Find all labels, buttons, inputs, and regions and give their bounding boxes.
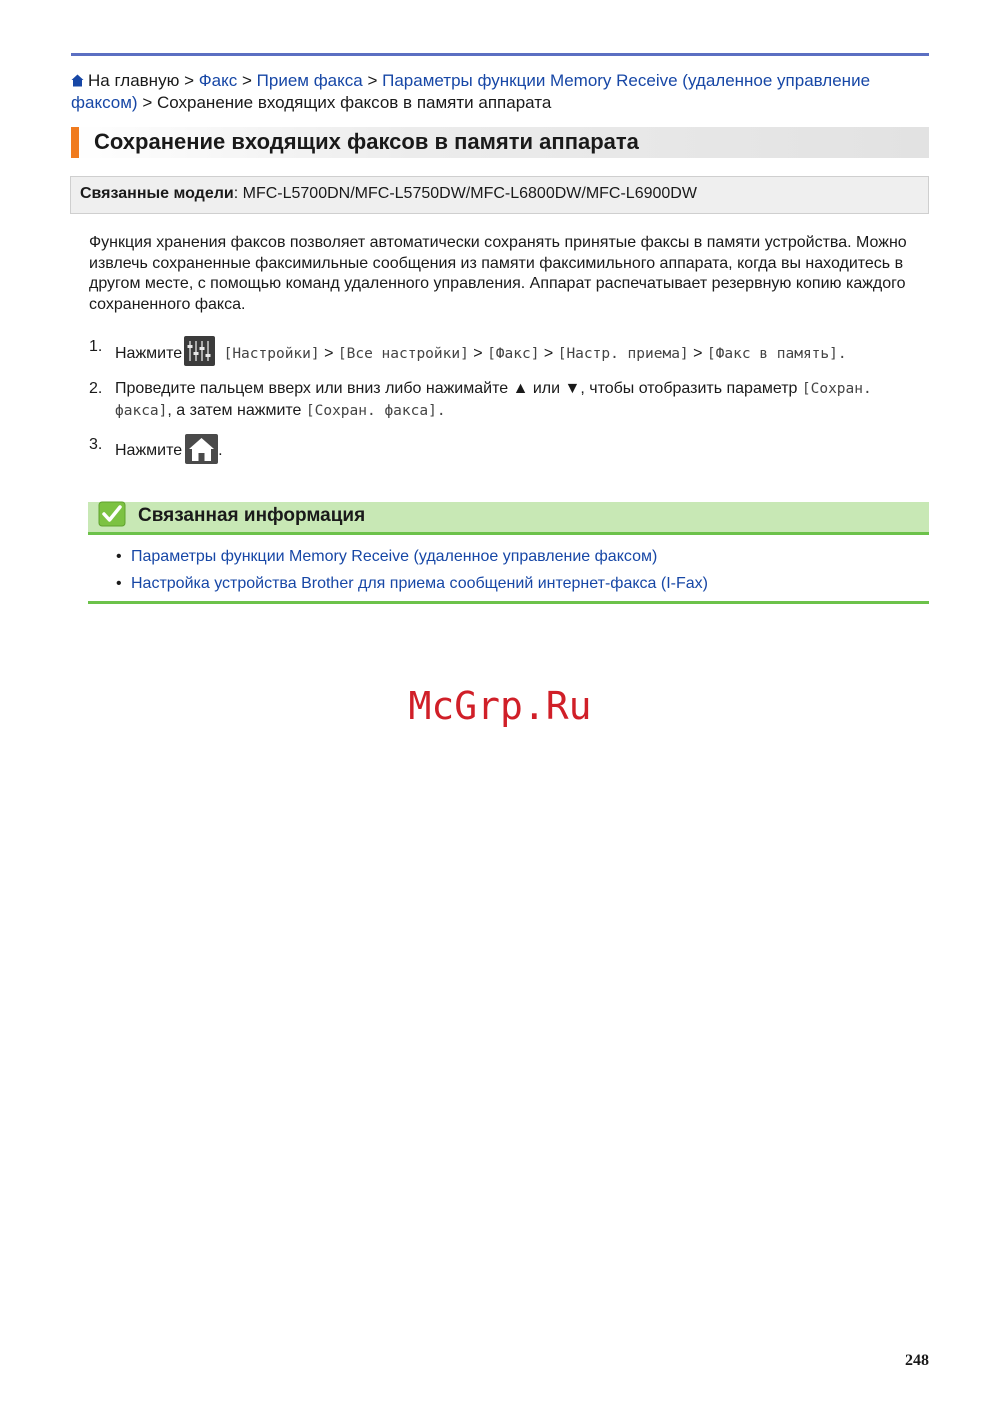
breadcrumb-separator: >	[184, 71, 194, 90]
breadcrumb-link-memory-receive[interactable]: Параметры функции Memory Receive (удаленное управление факсом)	[71, 71, 871, 112]
step-number: 3.	[89, 436, 103, 453]
intro-paragraph	[89, 233, 919, 315]
related-info-title: Связанная информация	[138, 505, 366, 526]
step-text-end: .	[218, 442, 223, 459]
breadcrumb-current: Сохранение входящих факсов в памяти аппарата	[156, 93, 552, 112]
home-button-icon	[185, 434, 218, 464]
step-text: Нажмите	[115, 442, 183, 459]
home-icon[interactable]	[71, 74, 84, 87]
list-item	[116, 570, 708, 597]
checkmark-icon	[98, 501, 126, 527]
top-rule	[71, 53, 929, 56]
step-number: 2.	[89, 380, 103, 397]
step-3	[89, 434, 919, 464]
page-title: Сохранение входящих факсов в памяти аппарата	[94, 129, 639, 154]
step-separator: >	[693, 345, 703, 362]
title-accent	[71, 127, 79, 158]
breadcrumb-home[interactable]: На главную	[88, 71, 180, 90]
title-bar	[71, 127, 929, 158]
intro-text: Функция хранения факсов позволяет автоматически сохранять принятые факсы в памяти устройства. Можно извлечь сохраненные факсимильные сообщения из памяти факсимильного аппарата, когда вы находитесь в другом месте, с помощью команд удаленного управления. Аппарат распечатывает резервную копию каждого сохраненного факса.	[89, 234, 907, 313]
option-fax-storage: [Сохран. факса]	[115, 381, 872, 419]
related-link-ifax-setup[interactable]: Настройка устройства Brother для приема сообщений интернет-факса (I-Fax)	[131, 575, 708, 592]
step-2	[89, 378, 919, 422]
related-info-header	[88, 502, 929, 535]
menu-memory-receive: [Факс в память].	[706, 346, 847, 362]
menu-fax: [Факс]	[487, 346, 540, 362]
breadcrumb-separator: >	[367, 71, 378, 90]
related-models-value: : MFC-L5700DN/MFC-L5750DW/MFC-L6800DW/MFC-L6900DW	[233, 185, 697, 202]
step-number: 1.	[89, 338, 103, 355]
step-separator: >	[473, 345, 483, 362]
watermark: McGrp.Ru	[408, 684, 592, 728]
related-info-bottom-rule	[88, 601, 929, 604]
breadcrumb-link-fax-receive[interactable]: Прием факса	[256, 71, 363, 90]
breadcrumb-separator: >	[142, 93, 153, 112]
step-separator: >	[543, 345, 554, 362]
steps-list	[89, 336, 919, 464]
page-number: 248	[905, 1352, 929, 1369]
settings-icon	[184, 336, 215, 366]
menu-settings: [Настройки]	[223, 346, 320, 362]
breadcrumb-link-fax[interactable]: Факс	[198, 71, 238, 90]
menu-receive-setup: [Настр. приема]	[557, 346, 689, 362]
related-models	[80, 185, 697, 203]
breadcrumb-separator: >	[241, 71, 252, 90]
step-text: , а затем нажмите	[167, 402, 302, 419]
step-separator: >	[324, 345, 334, 362]
step-text: Проведите пальцем вверх или вниз либо нажимайте ▲ или ▼, чтобы отобразить параметр	[115, 380, 798, 397]
breadcrumb	[71, 70, 929, 114]
step-text: Нажмите	[115, 345, 183, 362]
related-info-list	[116, 543, 708, 597]
list-item	[116, 543, 708, 570]
related-models-label: Связанные модели	[80, 185, 234, 202]
related-link-memory-receive[interactable]: Параметры функции Memory Receive (удаленное управление факсом)	[131, 548, 658, 565]
step-1	[89, 336, 919, 366]
option-fax-storage-confirm: [Сохран. факса].	[305, 403, 446, 419]
related-models-box	[70, 176, 929, 214]
menu-all-settings: [Все настройки]	[337, 346, 469, 362]
